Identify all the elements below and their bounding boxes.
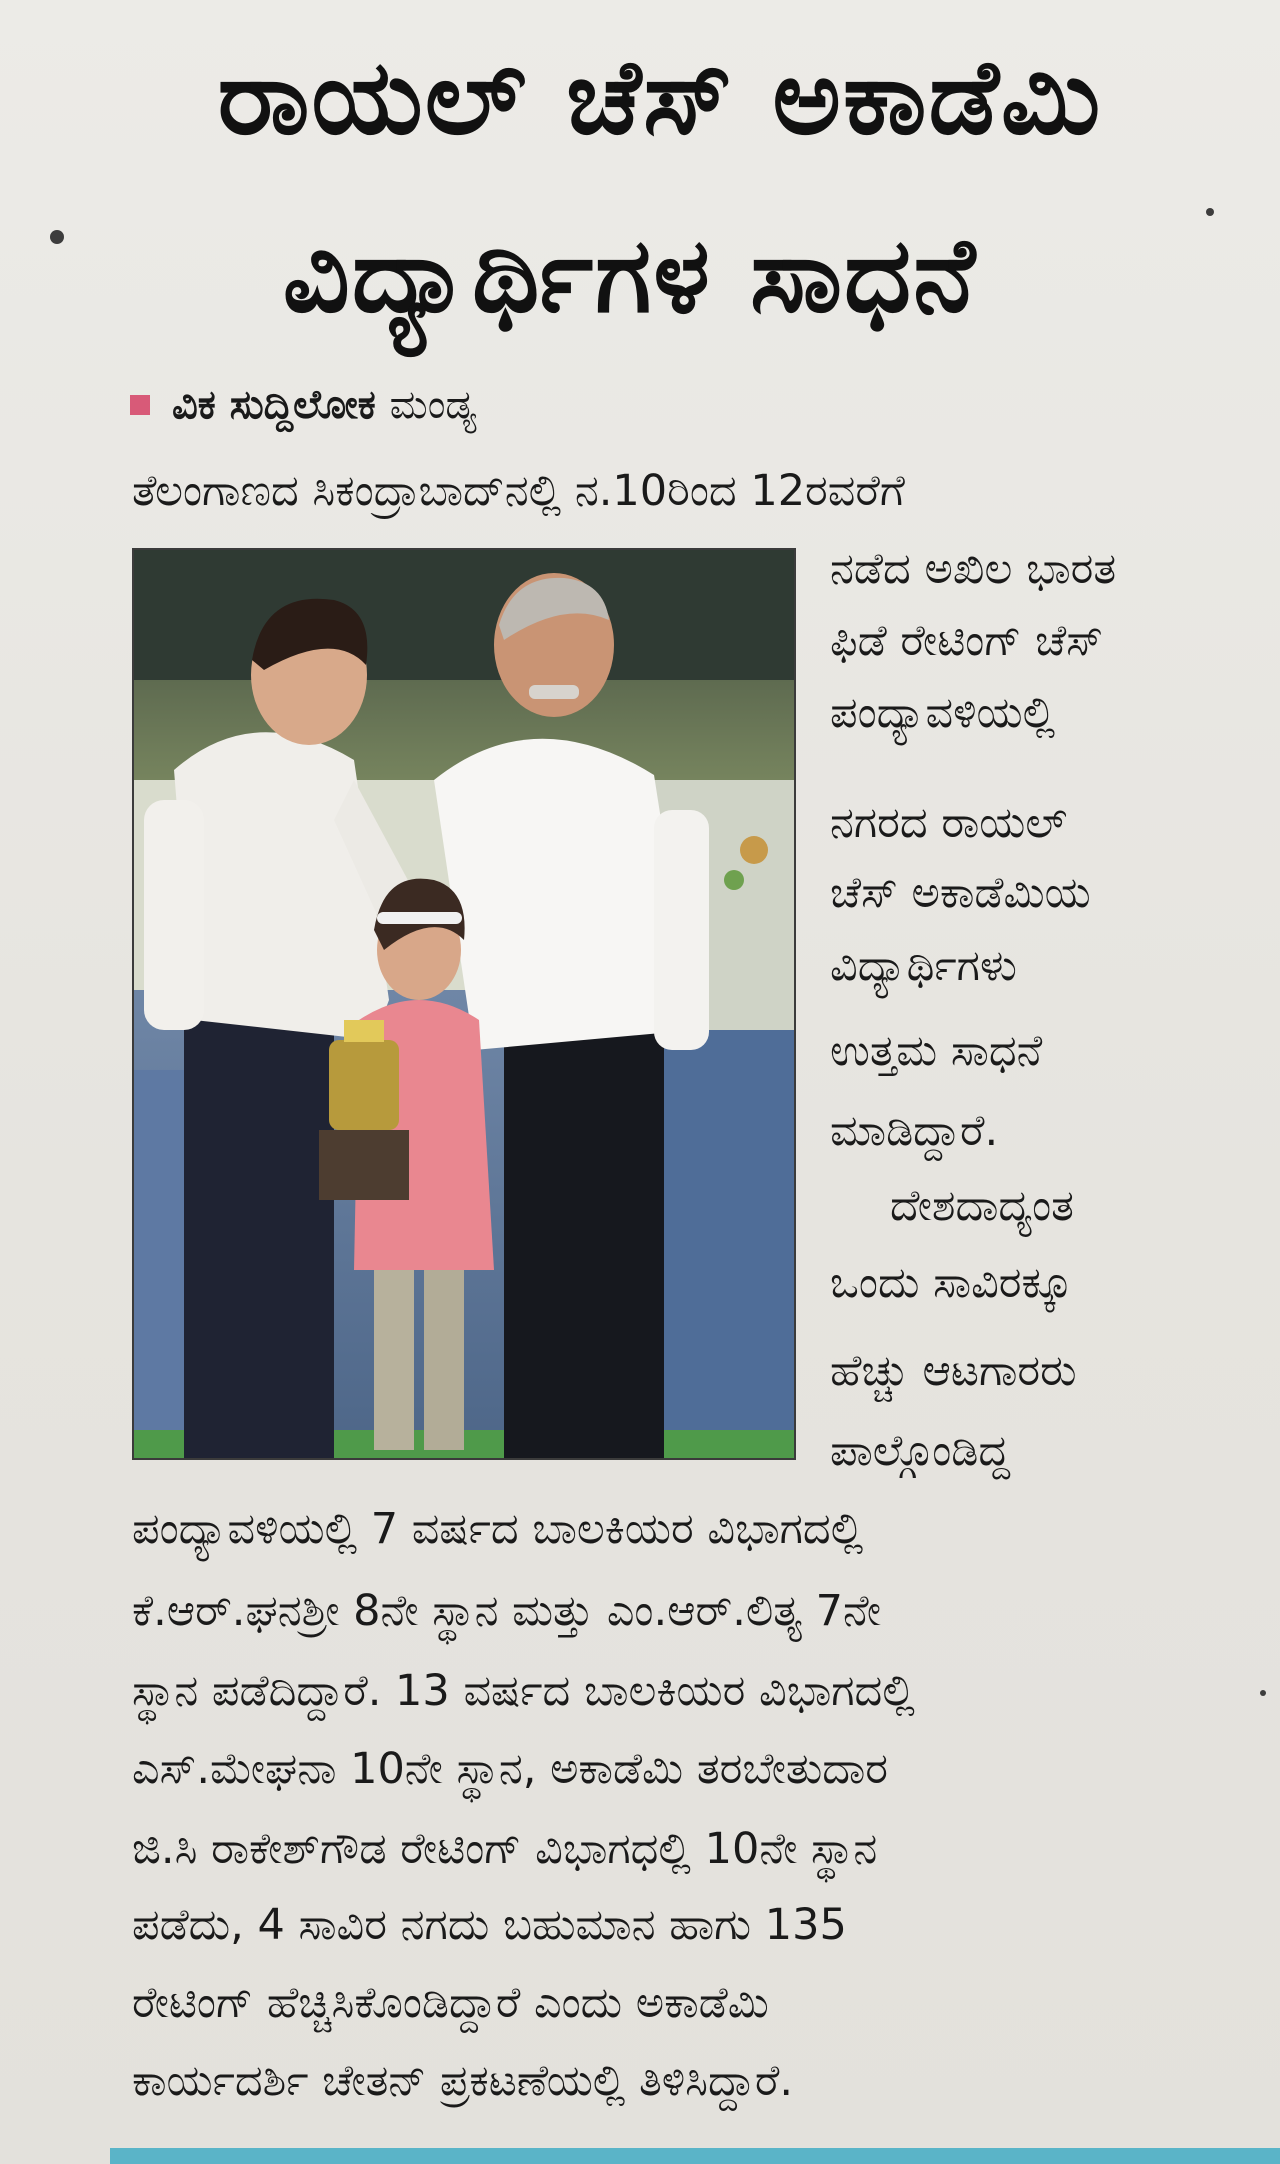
body-line: ಫಿಡೆ ರೇಟಿಂಗ್ ಚೆಸ್ [830, 616, 1104, 666]
body-line: ನಗರದ ರಾಯಲ್ [830, 798, 1068, 848]
byline [130, 382, 476, 428]
body-line: ಪಂದ್ಯಾವಳಿಯಲ್ಲಿ 7 ವರ್ಷದ ಬಾಲಕಿಯರ ವಿಭಾಗದಲ್ಲಿ [132, 1504, 864, 1554]
body-line: ವಿದ್ಯಾರ್ಥಿಗಳು [830, 941, 1017, 991]
news-photo [132, 548, 796, 1460]
print-speck [1260, 1690, 1266, 1696]
body-line: ಚೆಸ್ ಅಕಾಡೆಮಿಯ [830, 868, 1091, 918]
body-line: ತೆಲಂಗಾಣದ ಸಿಕಂದ್ರಾಬಾದ್‌ನಲ್ಲಿ ನ.10ರಿಂದ 12ರವರೆಗೆ [132, 466, 905, 516]
byline-bullet-icon [130, 395, 150, 415]
body-line: ಜಿ.ಸಿ ರಾಕೇಶ್‌ಗೌಡ ರೇಟಿಂಗ್ ವಿಭಾಗಧಲ್ಲಿ 10ನೇ ಸ್ಥಾನ [132, 1824, 878, 1874]
byline-place: ಮಂಡ್ಯ [389, 382, 477, 428]
body-line: ಪಂದ್ಯಾವಳಿಯಲ್ಲಿ [830, 688, 1056, 738]
body-line: ನಡೆದ ಅಖಿಲ ಭಾರತ [830, 544, 1117, 594]
byline-source: ವಿಕ ಸುದ್ದಿಲೋಕ [172, 382, 376, 428]
body-line: ಪಡೆದು, 4 ಸಾವಿರ ನಗದು ಬಹುಮಾನ ಹಾಗು 135 [132, 1900, 847, 1950]
headline-line-1: ರಾಯಲ್ ಚೆಸ್ ಅಕಾಡೆಮಿ [217, 36, 1103, 158]
body-line: ಒಂದು ಸಾವಿರಕ್ಕೂ [830, 1258, 1073, 1308]
body-line: ಕೆ.ಆರ್.ಘನಶ್ರೀ 8ನೇ ಸ್ಥಾನ ಮತ್ತು ಎಂ.ಆರ್.ಲಿತ್ಯ 7ನೇ [132, 1586, 882, 1636]
body-line: ಹೆಚ್ಚು ಆಟಗಾರರು [830, 1346, 1077, 1396]
body-line: ಎಸ್.ಮೇಘನಾ 10ನೇ ಸ್ಥಾನ, ಅಕಾಡೆಮಿ ತರಬೇತುದಾರ [132, 1744, 889, 1794]
print-speck [1206, 208, 1214, 216]
trophy-icon [319, 1020, 409, 1200]
print-speck [50, 230, 64, 244]
body-line: ದೇಶದಾದ್ಯಂತ [890, 1181, 1074, 1231]
body-line: ಸ್ಥಾನ ಪಡೆದಿದ್ದಾರೆ. 13 ವರ್ಷದ ಬಾಲಕಿಯರ ವಿಭಾಗದಲ್ಲಿ [132, 1666, 915, 1716]
body-line: ಕಾರ್ಯದರ್ಶಿ ಚೇತನ್ ಪ್ರಕಟಣೆಯಲ್ಲಿ ತಿಳಿಸಿದ್ದಾರೆ. [132, 2056, 794, 2106]
award-photo-illustration [134, 550, 794, 1458]
body-line: ಪಾಲ್ಗೊಂಡಿದ್ದ [830, 1426, 1011, 1476]
body-line: ರೇಟಿಂಗ್ ಹೆಚ್ಚಿಸಿಕೊಂಡಿದ್ದಾರೆ ಎಂದು ಅಕಾಡೆಮಿ [132, 1978, 769, 2028]
body-line: ಉತ್ತಮ ಸಾಧನೆ [830, 1026, 1043, 1076]
headline-line-2: ವಿದ್ಯಾರ್ಥಿಗಳ ಸಾಧನೆ [282, 214, 978, 336]
body-line: ಮಾಡಿದ್ದಾರೆ. [830, 1106, 999, 1156]
bottom-color-strip [110, 2148, 1280, 2164]
